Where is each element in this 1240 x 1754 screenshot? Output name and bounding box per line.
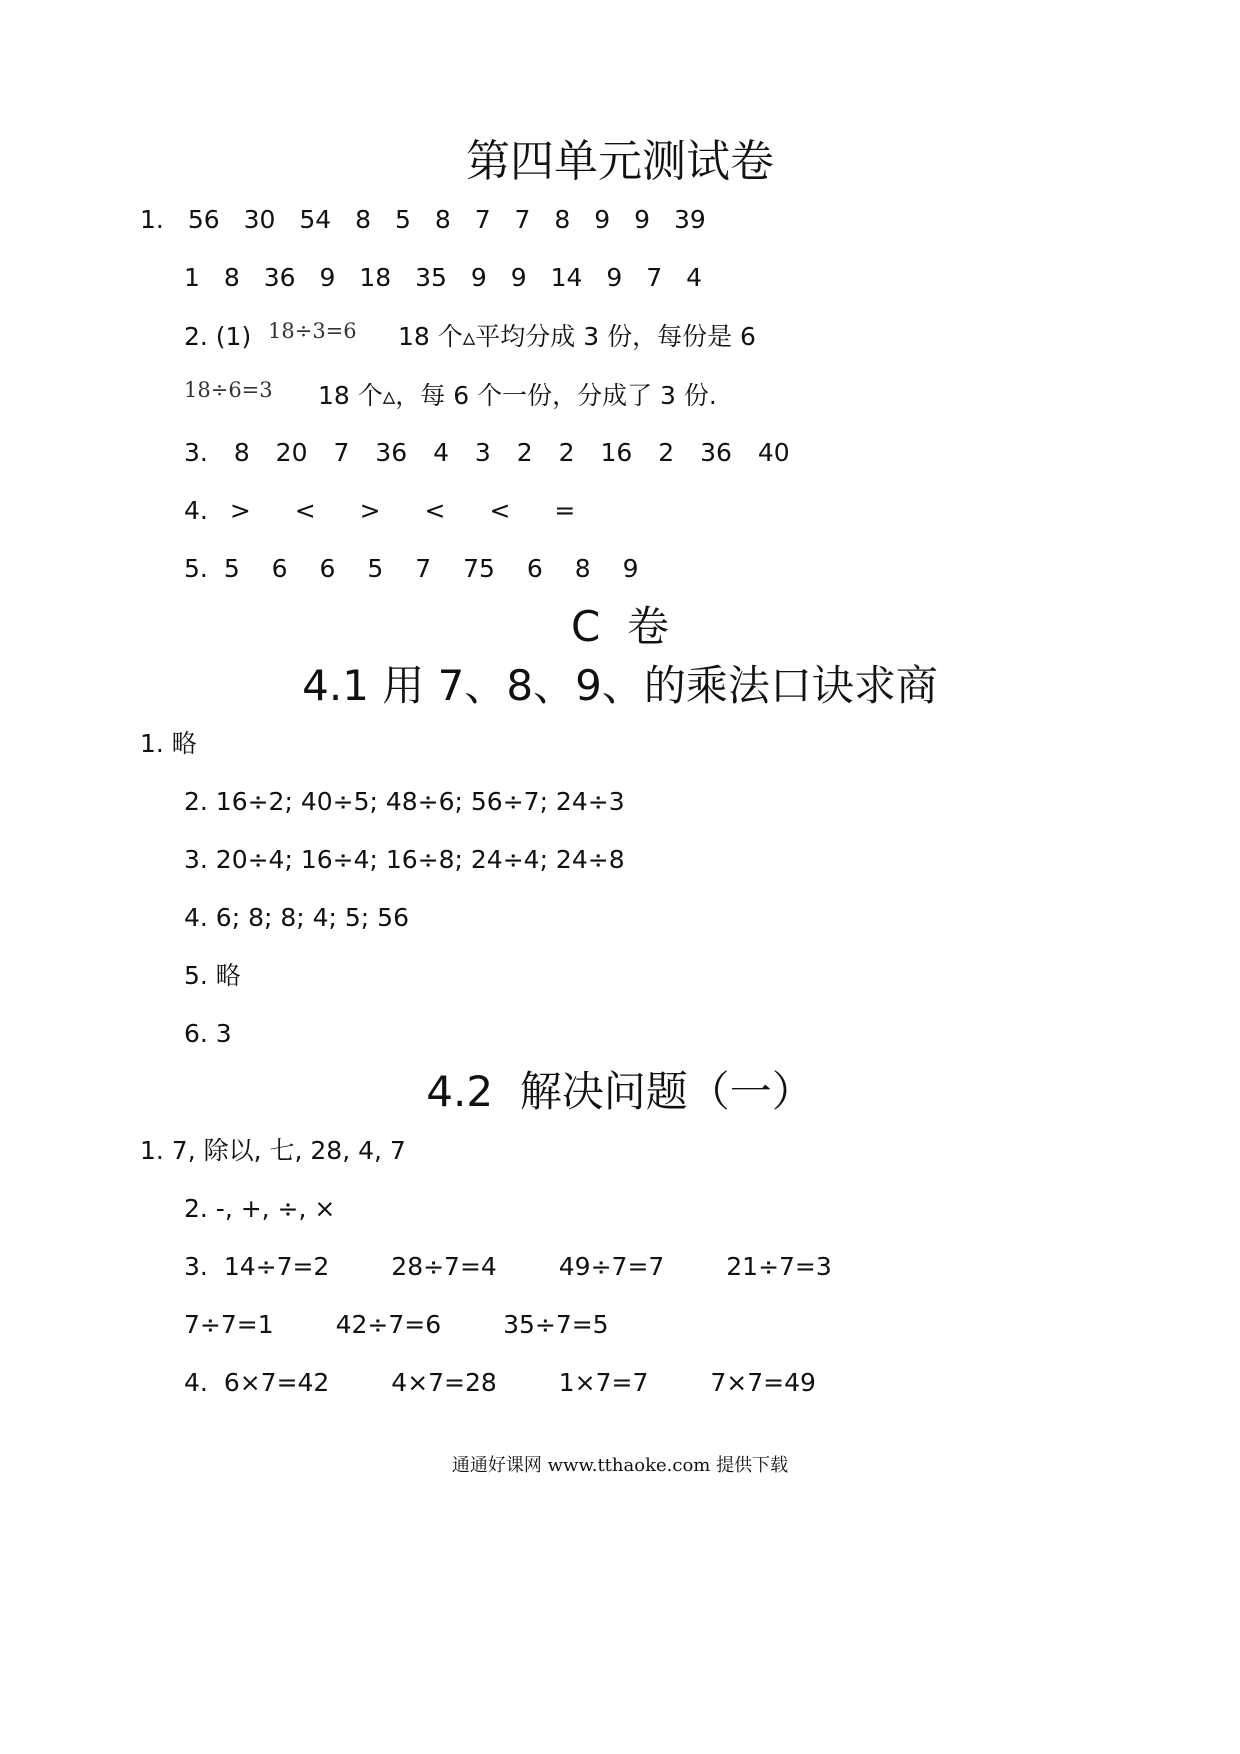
- sec41-answer-1: 1. 略: [140, 729, 197, 758]
- sec42-answer-1: 1. 7, 除以, 七, 28, 4, 7: [140, 1136, 406, 1165]
- answer-1-line1: 1. 56 30 54 8 5 8 7 7 8 9 9 39: [140, 205, 706, 234]
- answer-1-line2: 1 8 36 9 18 35 9 9 14 9 7 4: [184, 263, 702, 292]
- answer-3: 3. 8 20 7 36 4 3 2 2 16 2 36 40: [184, 438, 790, 467]
- answer-4: 4. > < > < < =: [184, 496, 576, 525]
- sec41-answer-5: 5. 略: [184, 961, 241, 990]
- answer-2-prefix: 2. (1): [184, 322, 252, 351]
- sec42-answer-2: 2. -, +, ÷, ×: [184, 1194, 336, 1223]
- page-title: 第四单元测试卷: [466, 136, 774, 187]
- sec41-answer-6: 6. 3: [184, 1019, 232, 1048]
- answer-5: 5. 5 6 6 5 7 75 6 8 9: [184, 554, 639, 583]
- footer-credit: 通通好课网 www.tthaoke.com 提供下载: [451, 1455, 789, 1476]
- sec42-answer-4: 4. 6×7=42 4×7=28 1×7=7 7×7=49: [184, 1368, 816, 1397]
- sec41-answer-4: 4. 6; 8; 8; 4; 5; 56: [184, 903, 409, 932]
- equation-1: 18÷3=6: [268, 319, 357, 343]
- section-title-4-1: 4.1 用 7、8、9、的乘法口诀求商: [302, 661, 938, 710]
- section-title-c: C 卷: [570, 602, 670, 651]
- sec41-answer-2: 2. 16÷2; 40÷5; 48÷6; 56÷7; 24÷3: [184, 787, 625, 816]
- section-title-4-2: 4.2 解决问题（一）: [426, 1067, 814, 1116]
- sec42-answer-3-line1: 3. 14÷7=2 28÷7=4 49÷7=7 21÷7=3: [184, 1252, 832, 1281]
- equation-2: 18÷6=3: [184, 378, 273, 402]
- sec41-answer-3: 3. 20÷4; 16÷4; 16÷8; 24÷4; 24÷8: [184, 845, 625, 874]
- sec42-answer-3-line2: 7÷7=1 42÷7=6 35÷7=5: [184, 1310, 609, 1339]
- answer-2-text1: 18 个▵平均分成 3 份，每份是 6: [398, 322, 756, 351]
- answer-2-text2: 18 个▵，每 6 个一份，分成了 3 份.: [318, 381, 717, 410]
